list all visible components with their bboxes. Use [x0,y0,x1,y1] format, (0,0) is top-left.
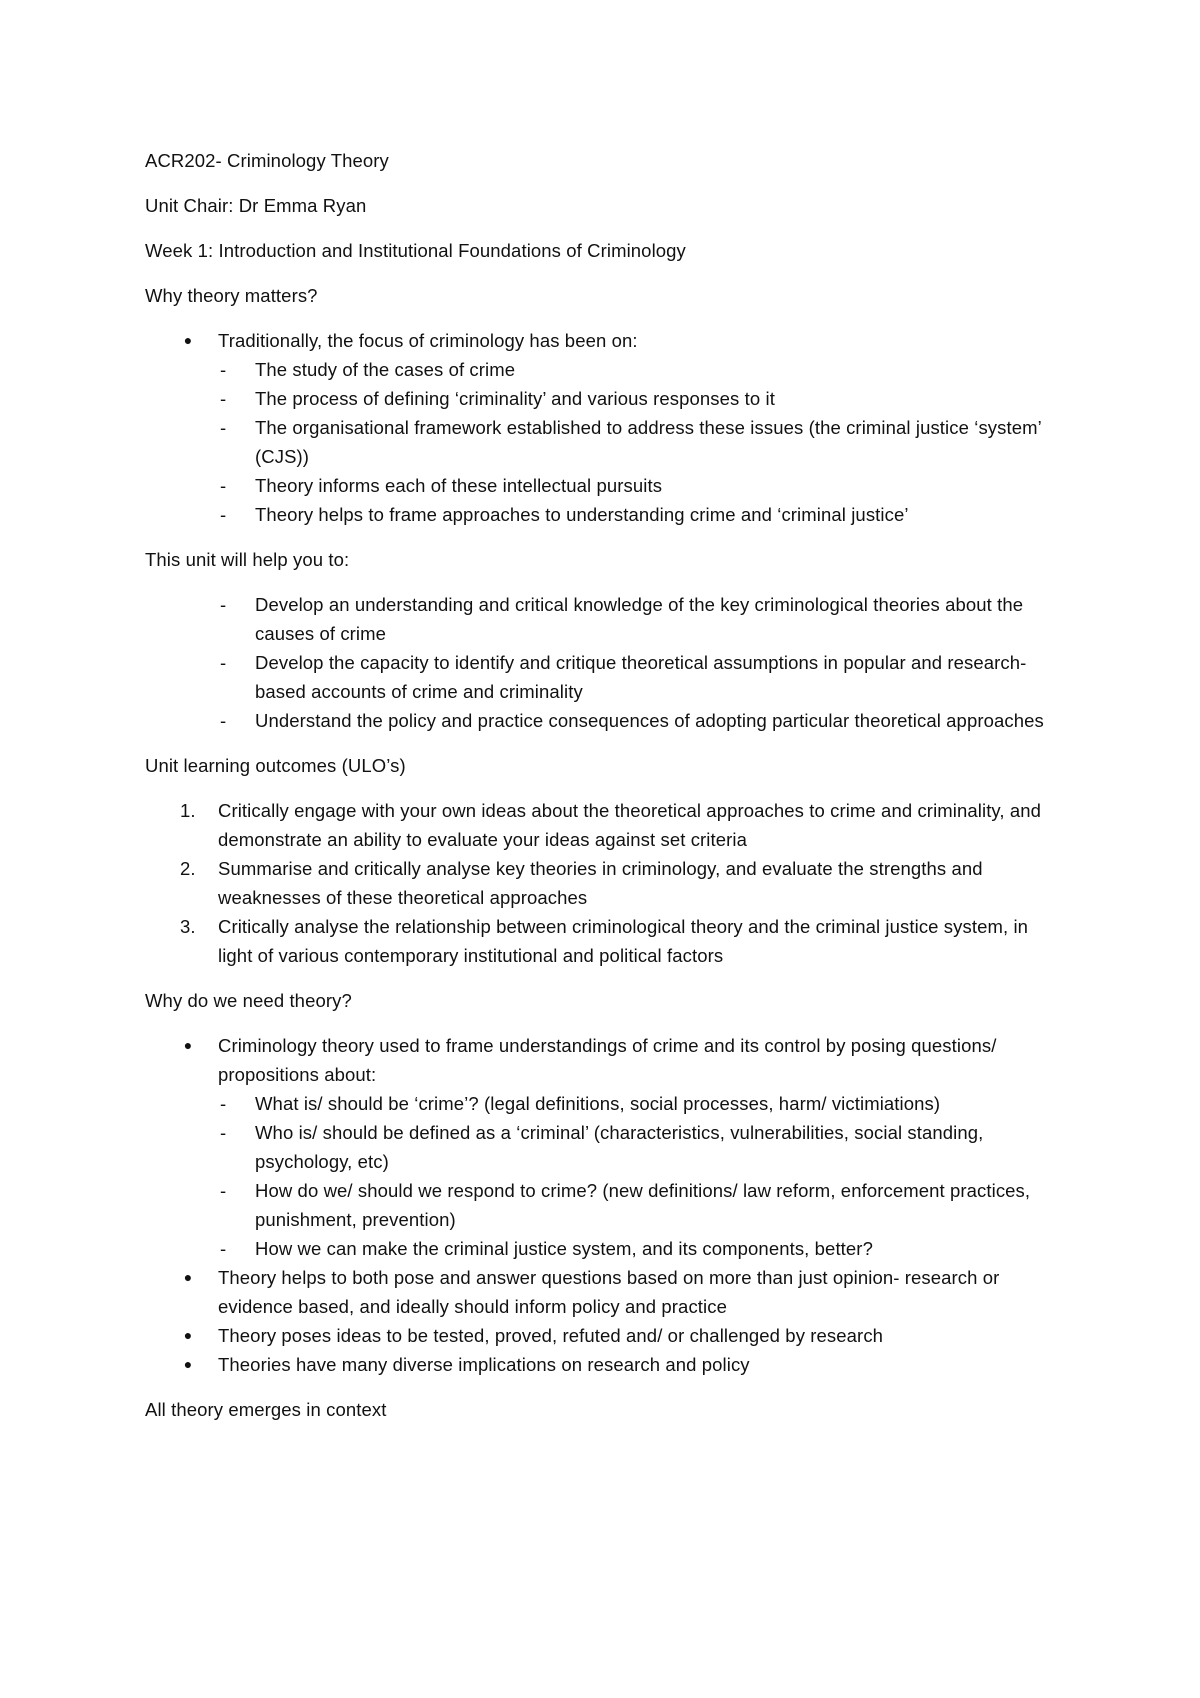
list-item [145,590,1065,648]
item-text: How do we/ should we respond to crime? (new definitions/ law reform, enforcement practices, punishment, prevention) [255,1180,1031,1230]
item-text: Theory informs each of these intellectual pursuits [255,475,663,496]
document-body [145,146,1065,1440]
bullet-text: Theory helps to both pose and answer questions based on more than just opinion- research or evidence based, and ideally should inform policy and practice [218,1267,1000,1317]
list-item [145,326,1065,355]
bullet-icon: ● [183,1327,193,1343]
item-text: Theory helps to frame approaches to understanding crime and ‘criminal justice’ [255,504,909,525]
dash-icon: - [220,475,227,496]
bullet-icon: ● [183,332,193,348]
list-item [145,1263,1065,1321]
list-item [145,1350,1065,1379]
heading-why-need-theory: Why do we need theory? [145,990,352,1011]
heading-why-theory-matters: Why theory matters? [145,285,318,306]
dash-icon: - [220,388,227,409]
item-number: 2. [180,858,196,879]
list-item [145,1118,1065,1176]
list-item [145,1031,1065,1089]
heading-ulo: Unit learning outcomes (ULO’s) [145,755,406,776]
item-text: Develop the capacity to identify and critique theoretical assumptions in popular and research- based accounts of crime and criminality [255,652,1027,702]
bullet-icon: ● [183,1269,193,1285]
heading-unit-help: This unit will help you to: [145,549,350,570]
dash-icon: - [220,417,227,438]
list-item [145,355,1065,384]
unit-title: ACR202- Criminology Theory [145,150,389,171]
dash-icon: - [220,504,227,525]
nested-list-wrapper [72,1089,1065,1263]
dash-icon: - [220,1122,227,1143]
heading-context: All theory emerges in context [145,1399,387,1420]
list-item [145,854,1065,912]
item-text: Understand the policy and practice consequences of adopting particular theoretical approaches [255,710,1044,731]
ulo-list [145,796,1065,970]
why-need-theory-sublist [145,1089,1065,1263]
bullet-text: Traditionally, the focus of criminology has been on: [218,330,638,351]
item-text: The organisational framework established to address these issues (the criminal justice ‘system’ (CJS)) [255,417,1042,467]
list-item [145,912,1065,970]
bullet-text: Theories have many diverse implications on research and policy [218,1354,750,1375]
item-text: How we can make the criminal justice system, and its components, better? [255,1238,873,1259]
item-text: The study of the cases of crime [255,359,516,380]
why-theory-matters-list [145,326,1065,529]
list-item [145,796,1065,854]
list-item [145,648,1065,706]
dash-icon: - [220,1238,227,1259]
bullet-text: Criminology theory used to frame understandings of crime and its control by posing questions/ propositions about: [218,1035,997,1085]
dash-icon: - [220,1093,227,1114]
item-text: Critically engage with your own ideas about the theoretical approaches to crime and criminality, and demonstrate an ability to evaluate your ideas against set criteria [218,800,1042,850]
item-text: Who is/ should be defined as a ‘criminal’ (characteristics, vulnerabilities, social standing, psychology, etc) [255,1122,984,1172]
list-item [145,706,1065,735]
list-item [145,1321,1065,1350]
item-number: 1. [180,800,196,821]
dash-icon: - [220,594,227,615]
dash-icon: - [220,1180,227,1201]
item-text: The process of defining ‘criminality’ and various responses to it [255,388,775,409]
item-number: 3. [180,916,196,937]
nested-list-wrapper [72,355,1065,529]
list-item [145,1234,1065,1263]
item-text: Develop an understanding and critical knowledge of the key criminological theories about the causes of crime [255,594,1024,644]
item-text: Critically analyse the relationship between criminological theory and the criminal justice system, in light of various contemporary institutional and political factors [218,916,1029,966]
week-title: Week 1: Introduction and Institutional Foundations of Criminology [145,240,686,261]
item-text: Summarise and critically analyse key theories in criminology, and evaluate the strengths and weaknesses of these theoretical approaches [218,858,983,908]
why-need-theory-list [145,1031,1065,1379]
list-item [145,1176,1065,1234]
dash-icon: - [220,359,227,380]
bullet-icon: ● [183,1356,193,1372]
list-item [145,413,1065,471]
list-item [145,500,1065,529]
list-item [145,1089,1065,1118]
list-item [145,384,1065,413]
why-theory-matters-sublist [145,355,1065,529]
bullet-icon: ● [183,1037,193,1053]
dash-icon: - [220,652,227,673]
dash-icon: - [220,710,227,731]
item-text: What is/ should be ‘crime’? (legal definitions, social processes, harm/ victimiations) [255,1093,941,1114]
list-item [145,471,1065,500]
unit-chair: Unit Chair: Dr Emma Ryan [145,195,367,216]
unit-help-list [145,590,1065,735]
bullet-text: Theory poses ideas to be tested, proved, refuted and/ or challenged by research [218,1325,884,1346]
